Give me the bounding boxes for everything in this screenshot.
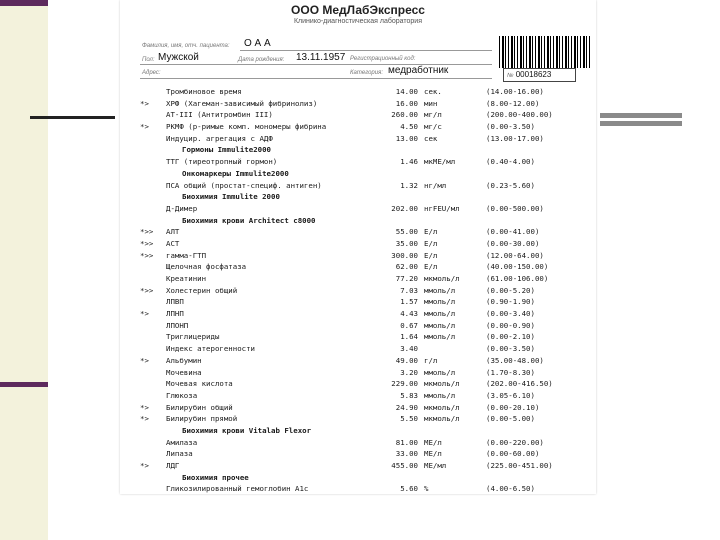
result-unit: ммоль/л bbox=[424, 285, 456, 295]
result-value: 7.03 bbox=[400, 285, 418, 295]
result-ref: (40.00-150.00) bbox=[486, 262, 549, 272]
result-row bbox=[120, 238, 596, 250]
result-flag: *> bbox=[140, 98, 149, 108]
sex-value: Мужской bbox=[158, 52, 199, 63]
result-ref: (0.00-2.10) bbox=[486, 332, 535, 342]
section-title: Биохимия Immulite 2000 bbox=[182, 192, 280, 202]
result-flag: *> bbox=[140, 309, 149, 319]
section-title: Биохимия крови Vitalab Flexor bbox=[182, 425, 312, 435]
result-flag: *>> bbox=[140, 250, 154, 260]
section-header bbox=[120, 168, 596, 180]
result-row bbox=[120, 308, 596, 320]
result-name: ПСА общий (простат-специф. антиген) bbox=[166, 180, 322, 190]
result-unit: МЕ/мл bbox=[424, 461, 447, 470]
section-header bbox=[120, 191, 596, 203]
result-row bbox=[120, 226, 596, 238]
patient-name-value: О А А bbox=[244, 38, 271, 49]
result-ref: (14.00-16.00) bbox=[486, 87, 544, 96]
result-ref: (12.00-64.00) bbox=[486, 250, 544, 260]
result-ref: (61.00-106.00) bbox=[486, 274, 549, 283]
result-ref: (0.00-41.00) bbox=[486, 227, 540, 237]
result-ref: (0.00-0.90) bbox=[486, 320, 535, 330]
result-ref: (35.00-48.00) bbox=[486, 355, 544, 365]
result-unit: мин bbox=[424, 98, 438, 108]
result-name: ЛДГ bbox=[166, 461, 180, 470]
result-name: Д-Димер bbox=[166, 203, 198, 213]
result-ref: (0.00-20.10) bbox=[486, 402, 540, 412]
section-title: Биохимия крови Architect c8000 bbox=[182, 215, 316, 225]
result-name: Глюкоза bbox=[166, 390, 198, 400]
result-value: 3.20 bbox=[400, 367, 418, 377]
result-unit: мкМЕ/мл bbox=[424, 157, 456, 167]
result-name: ТТГ (тиреотропный гормон) bbox=[166, 157, 278, 167]
dob-value: 13.11.1957 bbox=[296, 52, 346, 63]
result-unit: % bbox=[424, 484, 429, 494]
result-name: Билирубин общий bbox=[166, 402, 233, 412]
address-label: Адрес: bbox=[142, 70, 161, 76]
result-ref: (3.05-6.10) bbox=[486, 390, 535, 400]
result-value: 4.43 bbox=[400, 309, 418, 319]
result-ref: (225.00-451.00) bbox=[486, 461, 553, 470]
result-ref: (0.00-5.00) bbox=[486, 414, 535, 424]
category-label: Категория: bbox=[350, 70, 383, 76]
category-value: медработник bbox=[388, 65, 449, 76]
sample-number-box bbox=[503, 68, 576, 82]
sample-number-value: 00018623 bbox=[515, 70, 552, 79]
result-ref: (0.00-60.00) bbox=[486, 449, 540, 459]
result-ref: (0.40-4.00) bbox=[486, 157, 535, 167]
result-value: 300.00 bbox=[391, 250, 418, 260]
sample-number-label: № bbox=[507, 73, 514, 79]
result-ref: (0.00-3.50) bbox=[486, 122, 535, 132]
result-name: ЛПОНП bbox=[166, 320, 189, 330]
result-unit: ммоль/л bbox=[424, 390, 456, 400]
result-ref: (8.00-12.00) bbox=[486, 98, 540, 108]
result-unit: мкмоль/л bbox=[424, 414, 460, 424]
result-name: Триглицериды bbox=[166, 332, 220, 342]
result-flag: *>> bbox=[140, 285, 154, 295]
result-name: Мочевина bbox=[166, 367, 202, 377]
result-unit: г/л bbox=[424, 355, 438, 365]
result-name: ЛПНП bbox=[166, 309, 184, 319]
result-value: 5.83 bbox=[400, 390, 418, 400]
result-value: 77.20 bbox=[395, 274, 418, 283]
result-row bbox=[120, 367, 596, 379]
laboratory-subtitle: Клинико-диагностическая лаборатория bbox=[293, 18, 423, 25]
result-unit: нг/мл bbox=[424, 180, 447, 190]
result-value: 24.90 bbox=[395, 402, 418, 412]
result-row bbox=[120, 390, 596, 402]
result-ref: (202.00-416.50) bbox=[486, 379, 553, 389]
result-ref: (0.00-3.50) bbox=[486, 344, 535, 354]
dob-label: Дата рождения: bbox=[238, 57, 285, 63]
section-header bbox=[120, 472, 596, 484]
result-value: 14.00 bbox=[395, 87, 418, 96]
result-name: АЛТ bbox=[166, 227, 180, 237]
lab-report-document bbox=[120, 0, 596, 494]
result-name: Билирубин прямой bbox=[166, 414, 238, 424]
result-value: 1.57 bbox=[400, 297, 418, 307]
result-unit: мг/л bbox=[424, 110, 442, 120]
result-value: 229.00 bbox=[391, 379, 418, 389]
result-row bbox=[120, 180, 596, 192]
result-ref: (0.00-500.00) bbox=[486, 203, 544, 213]
result-value: 13.00 bbox=[395, 133, 418, 143]
result-flag: *>> bbox=[140, 227, 154, 237]
result-row bbox=[120, 378, 596, 390]
section-header bbox=[120, 425, 596, 437]
result-flag: *> bbox=[140, 461, 149, 470]
decorative-line-right-1 bbox=[600, 113, 682, 118]
results-table bbox=[120, 86, 596, 495]
result-row bbox=[120, 355, 596, 367]
side-accent-top bbox=[0, 0, 48, 6]
result-unit: нгFEU/мл bbox=[424, 203, 460, 213]
result-row bbox=[120, 296, 596, 308]
result-ref: (0.00-220.00) bbox=[486, 437, 544, 447]
result-row bbox=[120, 86, 596, 98]
decorative-line-right-2 bbox=[600, 121, 682, 126]
section-title: Онкомаркеры Immulite2000 bbox=[182, 168, 289, 178]
result-value: 35.00 bbox=[395, 238, 418, 248]
result-name: АСТ bbox=[166, 238, 180, 248]
result-value: 260.00 bbox=[391, 110, 418, 120]
barcode bbox=[499, 36, 591, 68]
result-row bbox=[120, 121, 596, 133]
result-ref: (13.00-17.00) bbox=[486, 133, 544, 143]
result-value: 0.67 bbox=[400, 320, 418, 330]
result-value: 202.00 bbox=[391, 203, 418, 213]
result-unit: сек bbox=[424, 133, 438, 143]
result-value: 5.60 bbox=[400, 484, 418, 494]
section-title: Гормоны Immulite2000 bbox=[182, 145, 271, 155]
result-value: 1.46 bbox=[400, 157, 418, 167]
result-name: гамма-ГТП bbox=[166, 250, 207, 260]
result-name: АТ-III (Антитромбин III) bbox=[166, 110, 273, 120]
result-name: Мочевая кислота bbox=[166, 379, 233, 389]
result-ref: (1.70-8.30) bbox=[486, 367, 535, 377]
result-value: 1.64 bbox=[400, 332, 418, 342]
result-row bbox=[120, 331, 596, 343]
result-value: 455.00 bbox=[391, 461, 418, 470]
result-row bbox=[120, 250, 596, 262]
result-row bbox=[120, 483, 596, 495]
result-unit: мкмоль/л bbox=[424, 274, 460, 283]
section-header bbox=[120, 144, 596, 156]
result-value: 55.00 bbox=[395, 227, 418, 237]
result-value: 1.32 bbox=[400, 180, 418, 190]
result-unit: ммоль/л bbox=[424, 297, 456, 307]
result-name: Щелочная фосфатаза bbox=[166, 262, 247, 272]
result-value: 4.50 bbox=[400, 122, 418, 132]
result-unit: Е/л bbox=[424, 262, 438, 272]
result-name: РКМФ (р-римые комп. мономеры фибрина bbox=[166, 122, 327, 132]
result-row bbox=[120, 203, 596, 215]
result-name: Холестерин общий bbox=[166, 285, 238, 295]
result-flag: *>> bbox=[140, 238, 154, 248]
result-unit: ммоль/л bbox=[424, 367, 456, 377]
result-value: 5.50 bbox=[400, 414, 418, 424]
result-name: ЛПВП bbox=[166, 297, 184, 307]
side-panel bbox=[0, 0, 48, 540]
result-row bbox=[120, 448, 596, 460]
result-ref: (0.00-30.00) bbox=[486, 238, 540, 248]
result-unit: Е/л bbox=[424, 238, 438, 248]
result-unit: Е/л bbox=[424, 227, 438, 237]
result-unit: мкмоль/л bbox=[424, 379, 460, 389]
result-flag: *> bbox=[140, 414, 149, 424]
side-accent-bottom bbox=[0, 382, 48, 387]
result-name: Креатинин bbox=[166, 274, 207, 283]
result-name: Липаза bbox=[166, 449, 193, 459]
result-value: 16.00 bbox=[395, 98, 418, 108]
result-name: ХРФ (Хагеман-зависимый фибринолиз) bbox=[166, 98, 318, 108]
result-name: Альбумин bbox=[166, 355, 202, 365]
result-row bbox=[120, 460, 596, 472]
result-row bbox=[120, 156, 596, 168]
result-ref: (0.90-1.90) bbox=[486, 297, 535, 307]
result-value: 3.40 bbox=[400, 344, 418, 354]
decorative-line-left bbox=[30, 116, 115, 119]
result-unit: МЕ/л bbox=[424, 437, 442, 447]
result-unit: ммоль/л bbox=[424, 309, 456, 319]
result-unit: МЕ/л bbox=[424, 449, 442, 459]
result-name: Индекс атерогенности bbox=[166, 344, 255, 354]
result-row bbox=[120, 413, 596, 425]
row-underline-2 bbox=[140, 78, 492, 79]
result-row bbox=[120, 109, 596, 121]
result-unit: сек. bbox=[424, 87, 442, 96]
result-ref: (4.00-6.50) bbox=[486, 484, 535, 494]
result-ref: (0.23-5.60) bbox=[486, 180, 535, 190]
result-row bbox=[120, 261, 596, 273]
result-ref: (200.00-400.00) bbox=[486, 110, 553, 120]
result-row bbox=[120, 98, 596, 110]
result-value: 62.00 bbox=[395, 262, 418, 272]
result-value: 81.00 bbox=[395, 437, 418, 447]
result-row bbox=[120, 133, 596, 145]
result-unit: ммоль/л bbox=[424, 320, 456, 330]
result-value: 33.00 bbox=[395, 449, 418, 459]
organization-title: ООО МедЛабЭкспресс bbox=[291, 3, 425, 17]
reg-code-label: Регистрационный код: bbox=[350, 56, 416, 62]
result-row bbox=[120, 343, 596, 355]
patient-name-label: Фамилия, имя, отч. пациента: bbox=[142, 43, 230, 49]
result-unit: ммоль/л bbox=[424, 332, 456, 342]
result-flag: *> bbox=[140, 122, 149, 132]
result-name: Амилаза bbox=[166, 437, 198, 447]
result-row bbox=[120, 402, 596, 414]
result-flag: *> bbox=[140, 402, 149, 412]
section-header bbox=[120, 215, 596, 227]
result-name: Гликозилированный гемоглобин A1c bbox=[166, 484, 309, 494]
result-unit: Е/л bbox=[424, 250, 438, 260]
result-row bbox=[120, 285, 596, 297]
result-value: 49.00 bbox=[395, 355, 418, 365]
result-row bbox=[120, 320, 596, 332]
result-row bbox=[120, 437, 596, 449]
result-name: Индуцир. агрегация с АДФ bbox=[166, 133, 273, 143]
sex-label: Пол: bbox=[142, 57, 155, 63]
result-ref: (0.00-3.40) bbox=[486, 309, 535, 319]
result-flag: *> bbox=[140, 355, 149, 365]
result-ref: (0.00-5.20) bbox=[486, 285, 535, 295]
result-unit: мг/с bbox=[424, 122, 442, 132]
result-unit: мкмоль/л bbox=[424, 402, 460, 412]
name-underline bbox=[240, 50, 492, 51]
result-name: Тромбиновое время bbox=[166, 87, 242, 96]
section-title: Биохимия прочее bbox=[182, 472, 249, 482]
result-row bbox=[120, 273, 596, 285]
